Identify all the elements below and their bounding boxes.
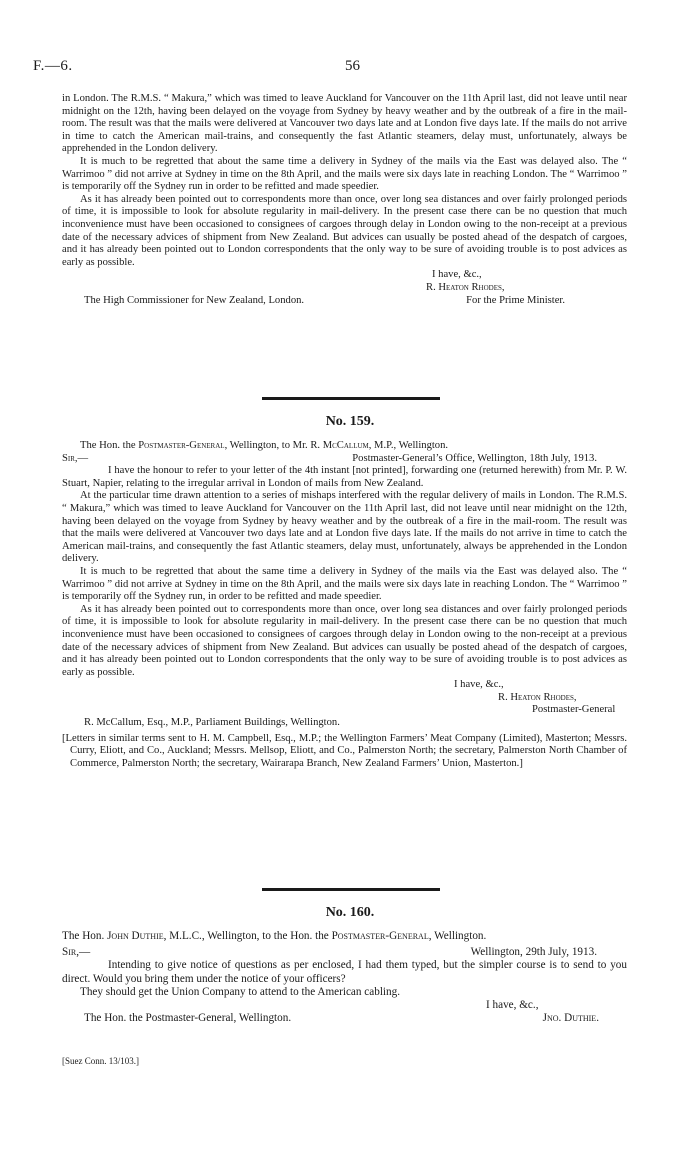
closing: I have, &c., — [486, 999, 539, 1012]
body-paragraph: It is much to be regretted that about the same time a delivery in Sydney of the mails via the East was delayed also. The “ Warrimoo ” did not arrive at Sydney in time on the 8th April, and the mails were six days late in reaching London. The “ Warrimoo ” is temporarily off the Sydney run in order to be refitted and made speedier. — [62, 155, 627, 193]
body-paragraph: It is much to be regretted that about the same time a delivery in Sydney of the mails via the East was delayed also. The “ Warrimoo ” did not arrive at Sydney in time on the 8th April, and the mails were six days late in reaching London. The “ Warrimoo ” is temporarily off the Sydney run, in order to be refitted and made speedier. — [62, 565, 627, 603]
letter-number: No. 159. — [325, 414, 375, 429]
letter-158-continuation — [62, 93, 627, 307]
section-divider — [262, 397, 440, 400]
signature: R. Heaton Rhodes, — [426, 281, 505, 293]
salutation: Sir,— — [62, 946, 91, 959]
letter-heading: The Hon. John Duthie, M.L.C., Wellington, to the Hon. the Postmaster-General, Wellington. — [62, 930, 487, 942]
body-paragraph: As it has already been pointed out to correspondents more than once, over long sea distances and over fairly prolonged periods of time, it is impossible to look for absolute regularity in mail-delivery. In the present case there can be no question that much inconvenience must have been occasioned to consignees of cargoes through delay in London owing to the non-receipt at a previous date of the necessary advices of shipment from New Zealand. But advices can usually be posted ahead of the despatch of cargoes, and it has already been pointed out to London correspondents that the only way to be sure of avoiding trouble is to post advices as early as possible. — [62, 193, 627, 268]
addressee: R. McCallum, Esq., M.P., Parliament Buildings, Wellington. — [84, 717, 340, 729]
signature: R. Heaton Rhodes, — [498, 691, 577, 703]
running-head — [33, 58, 660, 80]
closing: I have, &c., — [432, 269, 482, 281]
page-number: 56 — [345, 58, 360, 74]
filing-reference: [Suez Conn. 13/103.] — [62, 1056, 139, 1066]
salutation: Sir,— — [62, 452, 89, 464]
closing: I have, &c., — [454, 679, 504, 691]
section-divider — [262, 888, 440, 891]
body-paragraph: I have the honour to refer to your letter of the 4th instant [not printed], forwarding one (returned herewith) from Mr. P. W. Stuart, Napier, relating to the irregular arrival in London of mails from New Zealand. — [62, 465, 627, 489]
signer-capacity: Postmaster-General — [532, 704, 616, 716]
addressee: The Hon. the Postmaster-General, Wellington. — [84, 1012, 292, 1025]
body-paragraph: Intending to give notice of questions as per enclosed, I had them typed, but the simpler course is to send to you direct. Would you bring them under the notice of your officers? — [62, 959, 627, 985]
letter-heading: The Hon. the Postmaster-General, Wellington, to Mr. R. McCallum, M.P., Wellington. — [80, 440, 449, 451]
body-paragraph: They should get the Union Company to attend to the American cabling. — [80, 985, 401, 998]
dateline: Postmaster-General’s Office, Wellington, 18th July, 1913. — [352, 452, 597, 464]
dateline: Wellington, 29th July, 1913. — [470, 946, 597, 959]
report-reference: F.—6. — [33, 58, 73, 74]
signature: Jno. Duthie. — [542, 1012, 599, 1025]
letter-160 — [62, 930, 627, 1025]
body-paragraph: At the particular time drawn attention to a series of mishaps interfered with the regular delivery of mails in London. The R.M.S. “ Makura,” which was timed to leave Auckland for Vancouver on the 11th April last, did not leave until near midnight on the 12th, having been delayed on the voyage from Sydney by heavy weather and by the outbreak of a fire in the mail-room. The result was that the mails were delivered at Vancouver two days late and at London five days late. If the mails do not arrive in time to catch the American mail-trains, and consequently the fast Atlantic steamers, delay must, unfortunately, always be apprehended in the London delivery. — [62, 490, 627, 565]
body-paragraph: in London. The R.M.S. “ Makura,” which was timed to leave Auckland for Vancouver on the 11th April last, did not leave until near midnight on the 12th, having been delayed on the voyage from Sydney by heavy weather and by the outbreak of a fire in the mail-room. The result was that the mails were delivered at Vancouver two days late and at London five days late. If the mails do not arrive in time to catch the American mail-trains, and consequently the fast Atlantic steamers, delay must, unfortunately, always be apprehended in the London delivery. — [62, 93, 627, 155]
signer-capacity: For the Prime Minister. — [466, 294, 565, 306]
distribution-note: [Letters in similar terms sent to H. M. Campbell, Esq., M.P.; the Wellington Farmers’ Meat Company (Limited), Masterton; Messrs. Curry, Eliott, and Co., Auckland; Messrs. Mellsop, Eliott, and Co., Palmerston North; the secretary, Palmerston North Chamber of Commerce, Palmerston North; the secretary, Wairarapa Branch, New Zealand Farmers’ Union, Masterton.] — [62, 732, 627, 769]
addressee: The High Commissioner for New Zealand, London. — [84, 294, 305, 306]
letter-159 — [62, 440, 627, 770]
letter-number: No. 160. — [325, 905, 375, 920]
body-paragraph: As it has already been pointed out to correspondents more than once, over long sea distances and over fairly prolonged periods of time, it is impossible to look for absolute regularity in mail-delivery. In the present case there can be no question that much inconvenience must have been occasioned to consignees of cargoes through delay in London owing to the non-receipt at a previous date of the necessary advices of shipment from New Zealand. But advices can usually be posted ahead of the despatch of cargoes, and it has already been pointed out to London correspondents that the only way to be sure of avoiding trouble is to post advices as early as possible. — [62, 603, 627, 678]
